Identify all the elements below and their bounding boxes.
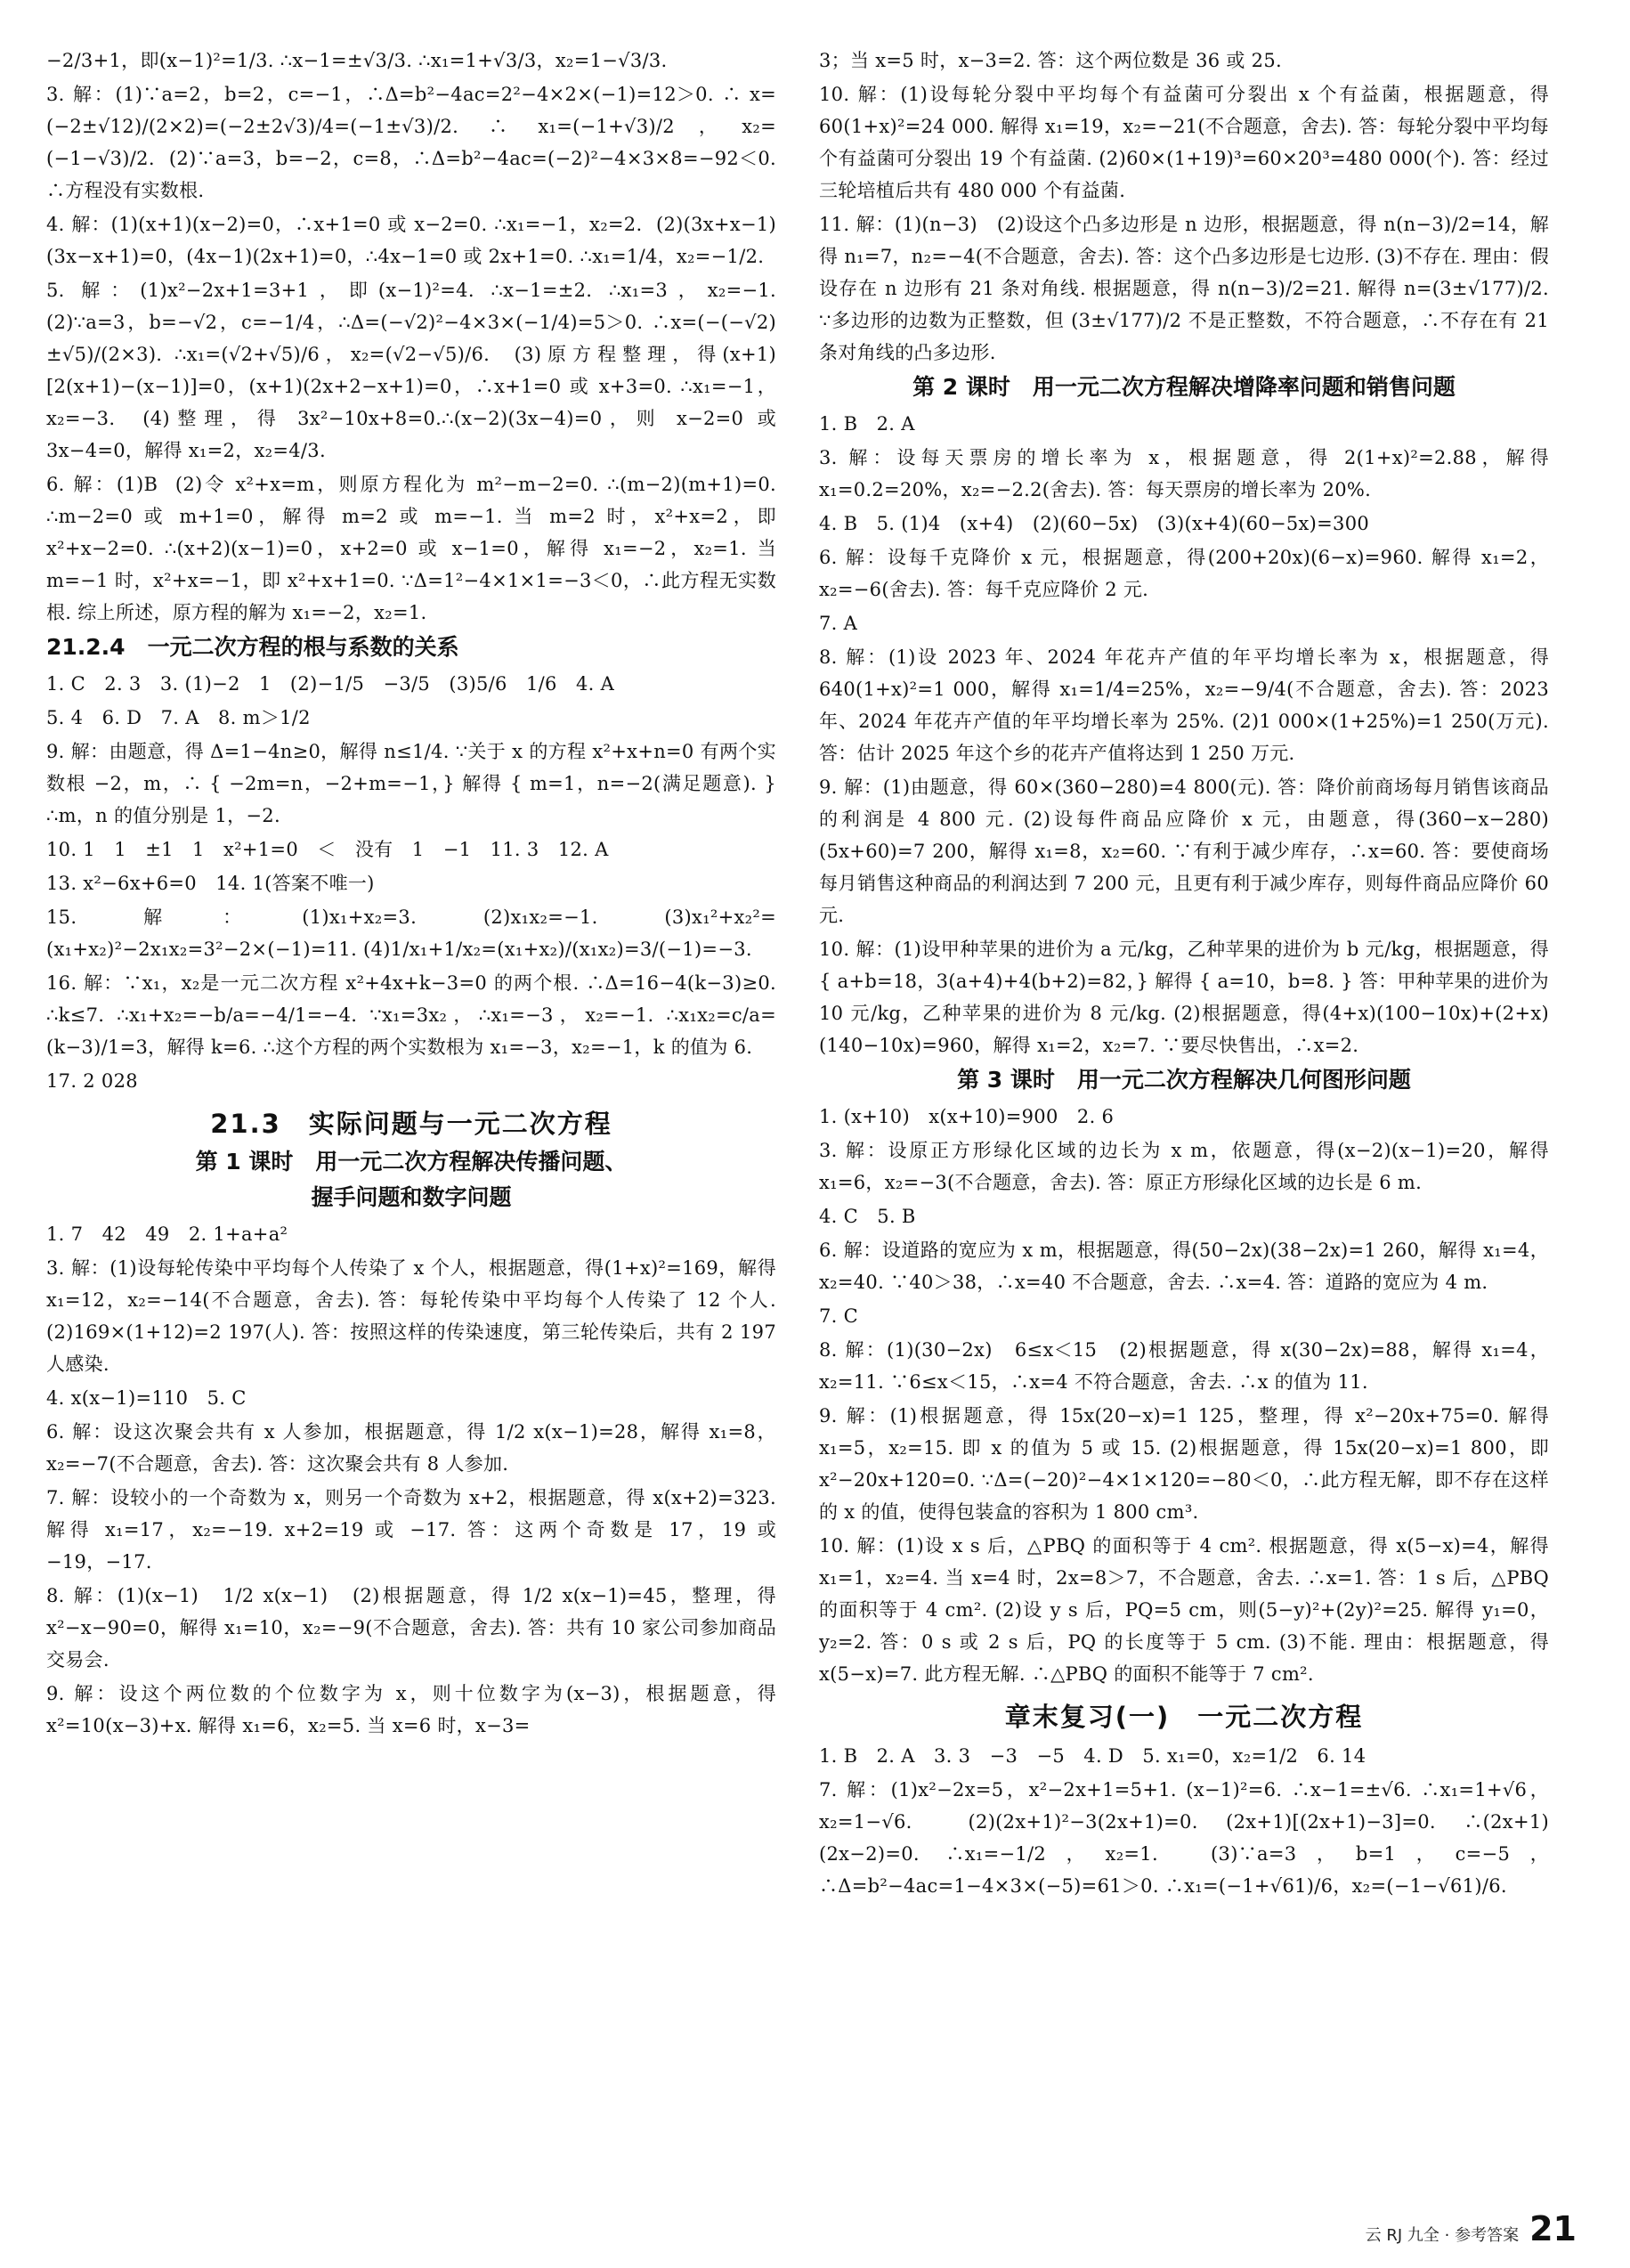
- answer-item: 13. x²−6x+6=0 14. 1(答案不唯一): [46, 873, 375, 894]
- answer-item: 1. B 2. A 3. 3 −3 −5 4. D 5. x₁=0，x₂=1/2 6. 14: [819, 1745, 1366, 1767]
- lesson-heading-1-cont: 握手问题和数字问题: [311, 1184, 512, 1210]
- answer-item: 3. 解：(1)∵a=2，b=2，c=−1，∴Δ=b²−4ac=2²−4×2×(−1)=12＞0. ∴ x=(−2±√12)/(2×2)=(−2±2√3)/4=(−1±√3)/2. ∴ x₁=(−1+√3)/2，x₂=(−1−√3)/2. (2)∵a=3，b=−2，c=8，∴Δ=b²−4ac=(−2)²−4×3×8=−92＜0. ∴方程没有实数根.: [46, 84, 783, 201]
- answer-item: 9. 解：由题意，得 Δ=1−4n≥0，解得 n≤1/4. ∵关于 x 的方程 x²+x+n=0 有两个实数根 −2，m，∴ { −2m=n，−2+m=−1，} 解得 { m=1，n=−2(满足题意). } ∴m，n 的值分别是 1，−2.: [46, 741, 783, 826]
- footer-tag: 云 RJ 九全 · 参考答案: [1365, 2226, 1520, 2245]
- answer-item: 9. 解：(1)由题意，得 60×(360−280)=4 800(元). 答：降价前商场每月销售该商品的利润是 4 800 元. (2)设每件商品应降价 x 元，由题意，得(360−x−280)(5x+60)=7 200，解得 x₁=8，x₂=60. ∵有利于减少库存，∴x=60. 答：要使商场每月销售这种商品的利润达到 7 200 元，且更有利于减少库存，则每件商品应降价 60 元.: [819, 776, 1555, 926]
- answer-item: 5. 解：(1)x²−2x+1=3+1，即(x−1)²=4. ∴x−1=±2. ∴x₁=3，x₂=−1. (2)∵a=3，b=−√2，c=−1/4，∴Δ=(−√2)²−4×3×(−1/4)=5＞0. ∴x=(−(−√2)±√5)/(2×3). ∴x₁=(√2+√5)/6，x₂=(√2−√5)/6. (3)原方程整理，得(x+1)[2(x+1)−(x−1)]=0，(x+1)(2x+2−x+1)=0，∴x+1=0 或 x+3=0. ∴x₁=−1，x₂=−3. (4)整理，得 3x²−10x+8=0.∴(x−2)(3x−4)=0，则 x−2=0 或 3x−4=0，解得 x₁=2，x₂=4/3.: [46, 280, 789, 461]
- answer-item: 10. 1 1 ±1 1 x²+1=0 ＜ 没有 1 −1 11. 3 12. A: [46, 839, 609, 860]
- lesson-heading-2: 第 2 课时 用一元二次方程解决增降率问题和销售问题: [912, 374, 1456, 400]
- answer-item: 4. B 5. (1)4 (x+4) (2)(60−5x) (3)(x+4)(60−5x)=300: [819, 513, 1370, 534]
- answer-item: 3. 解：设原正方形绿化区域的边长为 x m，依题意，得(x−2)(x−1)=20，解得 x₁=6，x₂=−3(不合题意，舍去). 答：原正方形绿化区域的边长是 6 m.: [819, 1140, 1555, 1193]
- lesson-heading-3: 第 3 课时 用一元二次方程解决几何图形问题: [957, 1067, 1411, 1093]
- answer-item: 6. 解：设道路的宽应为 x m，根据题意，得(50−2x)(38−2x)=1 260，解得 x₁=4，x₂=40. ∵40＞38，∴x=40 不合题意，舍去. ∴x=4. 答：道路的宽应为 4 m.: [819, 1240, 1549, 1293]
- answer-item: 1. (x+10) x(x+10)=900 2. 6: [819, 1106, 1115, 1127]
- answer-item: 10. 解：(1)设甲种苹果的进价为 a 元/kg，乙种苹果的进价为 b 元/kg，根据题意，得 { a+b=18，3(a+4)+4(b+2)=82，} 解得 { a=10，b=8. } 答：甲种苹果的进价为 10 元/kg，乙种苹果的进价为 8 元/kg. (2)根据题意，得(4+x)(100−10x)+(2+x)(140−10x)=960，解得 x₁=2，x₂=7. ∵要尽快售出，∴x=2.: [819, 939, 1555, 1056]
- answer-item: 7. C: [819, 1305, 858, 1327]
- answer-item: 10. 解：(1)设 x s 后，△PBQ 的面积等于 4 cm². 根据题意，得 x(5−x)=4，解得 x₁=1，x₂=4. 当 x=4 时，2x=8＞7，不合题意，舍去. ∴x=1. 答：1 s 后，△PBQ 的面积等于 4 cm². (2)设 y s 后，PQ=5 cm，则(5−y)²+(2y)²=25. 解得 y₁=0，y₂=2. 答：0 s 或 2 s 后，PQ 的长度等于 5 cm. (3)不能. 理由：根据题意，得 x(5−x)=7. 此方程无解. ∴△PBQ 的面积不能等于 7 cm².: [819, 1535, 1555, 1685]
- answer-item: 6. 解：设这次聚会共有 x 人参加，根据题意，得 1/2 x(x−1)=28，解得 x₁=8，x₂=−7(不合题意，舍去). 答：这次聚会共有 8 人参加.: [46, 1421, 776, 1475]
- answer-item: 7. A: [819, 613, 858, 634]
- answer-item: 1. C 2. 3 3. (1)−2 1 (2)−1/5 −3/5 (3)5/6 1/6 4. A: [46, 673, 615, 695]
- answer-item: 4. x(x−1)=110 5. C: [46, 1387, 247, 1409]
- lesson-heading-1: 第 1 课时 用一元二次方程解决传播问题、: [195, 1149, 628, 1175]
- answer-item: 7. 解：设较小的一个奇数为 x，则另一个奇数为 x+2，根据题意，得 x(x+2)=323. 解得 x₁=17，x₂=−19. x+2=19 或 −17. 答：这两个奇数是 17，19 或 −19，−17.: [46, 1487, 783, 1573]
- answer-item: 8. 解：(1)(30−2x) 6≤x＜15 (2)根据题意，得 x(30−2x)=88，解得 x₁=4，x₂=11. ∵6≤x＜15，∴x=4 不符合题意，舍去. ∴x 的值为 11.: [819, 1339, 1549, 1393]
- answer-item: 9. 解：(1)根据题意，得 15x(20−x)=1 125，整理，得 x²−20x+75=0. 解得 x₁=5，x₂=15. 即 x 的值为 5 或 15. (2)根据题意，得 15x(20−x)=1 800，即 x²−20x+120=0. ∵Δ=(−20)²−4×1×120=−80＜0，∴此方程无解，即不存在这样的 x 的值，使得包装盒的容积为 1 800 cm³.: [819, 1405, 1555, 1523]
- answer-item: 9. 解：设这个两位数的个位数字为 x，则十位数字为(x−3)，根据题意，得 x²=10(x−3)+x. 解得 x₁=6，x₂=5. 当 x=6 时，x−3=: [46, 1683, 783, 1736]
- answer-item: 10. 解：(1)设每轮分裂中平均每个有益菌可分裂出 x 个有益菌，根据题意，得 60(1+x)²=24 000. 解得 x₁=19，x₂=−21(不合题意，舍去). 答：每轮分裂中平均每个有益菌可分裂出 19 个有益菌. (2)60×(1+19)³=60×20³=480 000(个). 答：经过三轮培植后共有 480 000 个有益菌.: [819, 84, 1555, 201]
- answer-item: 5. 4 6. D 7. A 8. m＞1/2: [46, 707, 311, 728]
- answer-item: 15. 解：(1)x₁+x₂=3. (2)x₁x₂=−1. (3)x₁²+x₂²=(x₁+x₂)²−2x₁x₂=3²−2×(−1)=11. (4)1/x₁+1/x₂=(x₁+x₂)/(x₁x₂)=3/(−1)=−3.: [46, 906, 776, 960]
- right-column: [819, 45, 1555, 1904]
- answer-item: 1. 7 42 49 2. 1+a+a²: [46, 1223, 288, 1245]
- page-number: 21: [1529, 2209, 1577, 2248]
- answer-item: 6. 解：(1)B (2)令 x²+x=m，则原方程化为 m²−m−2=0. ∴(m−2)(m+1)=0. ∴m−2=0 或 m+1=0，解得 m=2 或 m=−1. 当 m=2 时，x²+x=2，即 x²+x−2=0. ∴(x+2)(x−1)=0，x+2=0 或 x−1=0，解得 x₁=−2，x₂=1. 当 m=−1 时，x²+x=−1，即 x²+x+1=0. ∵Δ=1²−4×1×1=−3＜0，∴此方程无实数根. 综上所述，原方程的解为 x₁=−2，x₂=1.: [46, 474, 783, 623]
- left-column: [46, 45, 789, 1744]
- answer-item: 4. C 5. B: [819, 1206, 916, 1227]
- answer-item: 16. 解：∵x₁，x₂是一元二次方程 x²+4x+k−3=0 的两个根. ∴Δ=16−4(k−3)≥0. ∴k≤7. ∴x₁+x₂=−b/a=−4/1=−4. ∵x₁=3x₂，∴x₁=−3，x₂=−1. ∴x₁x₂=c/a=(k−3)/1=3，解得 k=6. ∴这个方程的两个实数根为 x₁=−3，x₂=−1，k 的值为 6.: [46, 972, 783, 1058]
- answer-item: 6. 解：设每千克降价 x 元，根据题意，得(200+20x)(6−x)=960. 解得 x₁=2，x₂=−6(舍去). 答：每千克应降价 2 元.: [819, 547, 1549, 600]
- section-heading-chapter-review: 章末复习(一) 一元二次方程: [1004, 1702, 1364, 1732]
- answer-item: 4. 解：(1)(x+1)(x−2)=0，∴x+1=0 或 x−2=0. ∴x₁=−1，x₂=2. (2)(3x+x−1)(3x−x+1)=0，(4x−1)(2x+1)=0，∴4x−1=0 或 2x+1=0. ∴x₁=1/4，x₂=−1/2.: [46, 214, 776, 267]
- section-heading-21-2-4: 21.2.4 一元二次方程的根与系数的关系: [46, 634, 459, 660]
- answer-item: 11. 解：(1)(n−3) (2)设这个凸多边形是 n 边形，根据题意，得 n(n−3)/2=14，解得 n₁=7，n₂=−4(不合题意，舍去). 答：这个凸多边形是七边形. (3)不存在. 理由：假设存在 n 边形有 21 条对角线. 根据题意，得 n(n−3)/2=21. 解得 n=(3±√177)/2. ∵多边形的边数为正整数，但 (3±√177)/2 不是正整数，不符合题意，∴不存在有 21 条对角线的凸多边形.: [819, 214, 1555, 363]
- answer-item: 8. 解：(1)(x−1) 1/2 x(x−1) (2)根据题意，得 1/2 x(x−1)=45，整理，得 x²−x−90=0，解得 x₁=10，x₂=−9(不合题意，舍去). 答：共有 10 家公司参加商品交易会.: [46, 1585, 783, 1671]
- answer-item: 3；当 x=5 时，x−3=2. 答：这个两位数是 36 或 25.: [819, 50, 1282, 71]
- answer-item: 7. 解：(1)x²−2x=5，x²−2x+1=5+1. (x−1)²=6. ∴x−1=±√6. ∴x₁=1+√6，x₂=1−√6. (2)(2x+1)²−3(2x+1)=0. (2x+1)[(2x+1)−3]=0. ∴(2x+1)(2x−2)=0. ∴x₁=−1/2，x₂=1. (3)∵a=3，b=1，c=−5，∴Δ=b²−4ac=1−4×3×(−5)=61＞0. ∴x₁=(−1+√61)/6，x₂=(−1−√61)/6.: [819, 1779, 1549, 1897]
- answer-item: 8. 解：(1)设 2023 年、2024 年花卉产值的年平均增长率为 x，根据题意，得 640(1+x)²=1 000，解得 x₁=1/4=25%，x₂=−9/4(不合题意，舍去). 答：2023 年、2024 年花卉产值的年平均增长率为 25%. (2)1 000×(1+25%)=1 250(万元). 答：估计 2025 年这个乡的花卉产值将达到 1 250 万元.: [819, 646, 1555, 764]
- page-footer: [1366, 2209, 1577, 2248]
- section-heading-21-3: 21.3 实际问题与一元二次方程: [210, 1109, 612, 1139]
- answer-item: 17. 2 028: [46, 1070, 138, 1092]
- answer-item: 3. 解：设每天票房的增长率为 x，根据题意，得 2(1+x)²=2.88，解得 x₁=0.2=20%，x₂=−2.2(舍去). 答：每天票房的增长率为 20%.: [819, 447, 1555, 500]
- answer-item: 3. 解：(1)设每轮传染中平均每个人传染了 x 个人，根据题意，得(1+x)²=169，解得 x₁=12，x₂=−14(不合题意，舍去). 答：每轮传染中平均每个人传染了 12 个人. (2)169×(1+12)=2 197(人). 答：按照这样的传染速度，第三轮传染后，共有 2 197 人感染.: [46, 1257, 783, 1375]
- answer-item: −2/3+1，即(x−1)²=1/3. ∴x−1=±√3/3. ∴x₁=1+√3/3，x₂=1−√3/3.: [46, 50, 668, 71]
- answer-item: 1. B 2. A: [819, 413, 915, 435]
